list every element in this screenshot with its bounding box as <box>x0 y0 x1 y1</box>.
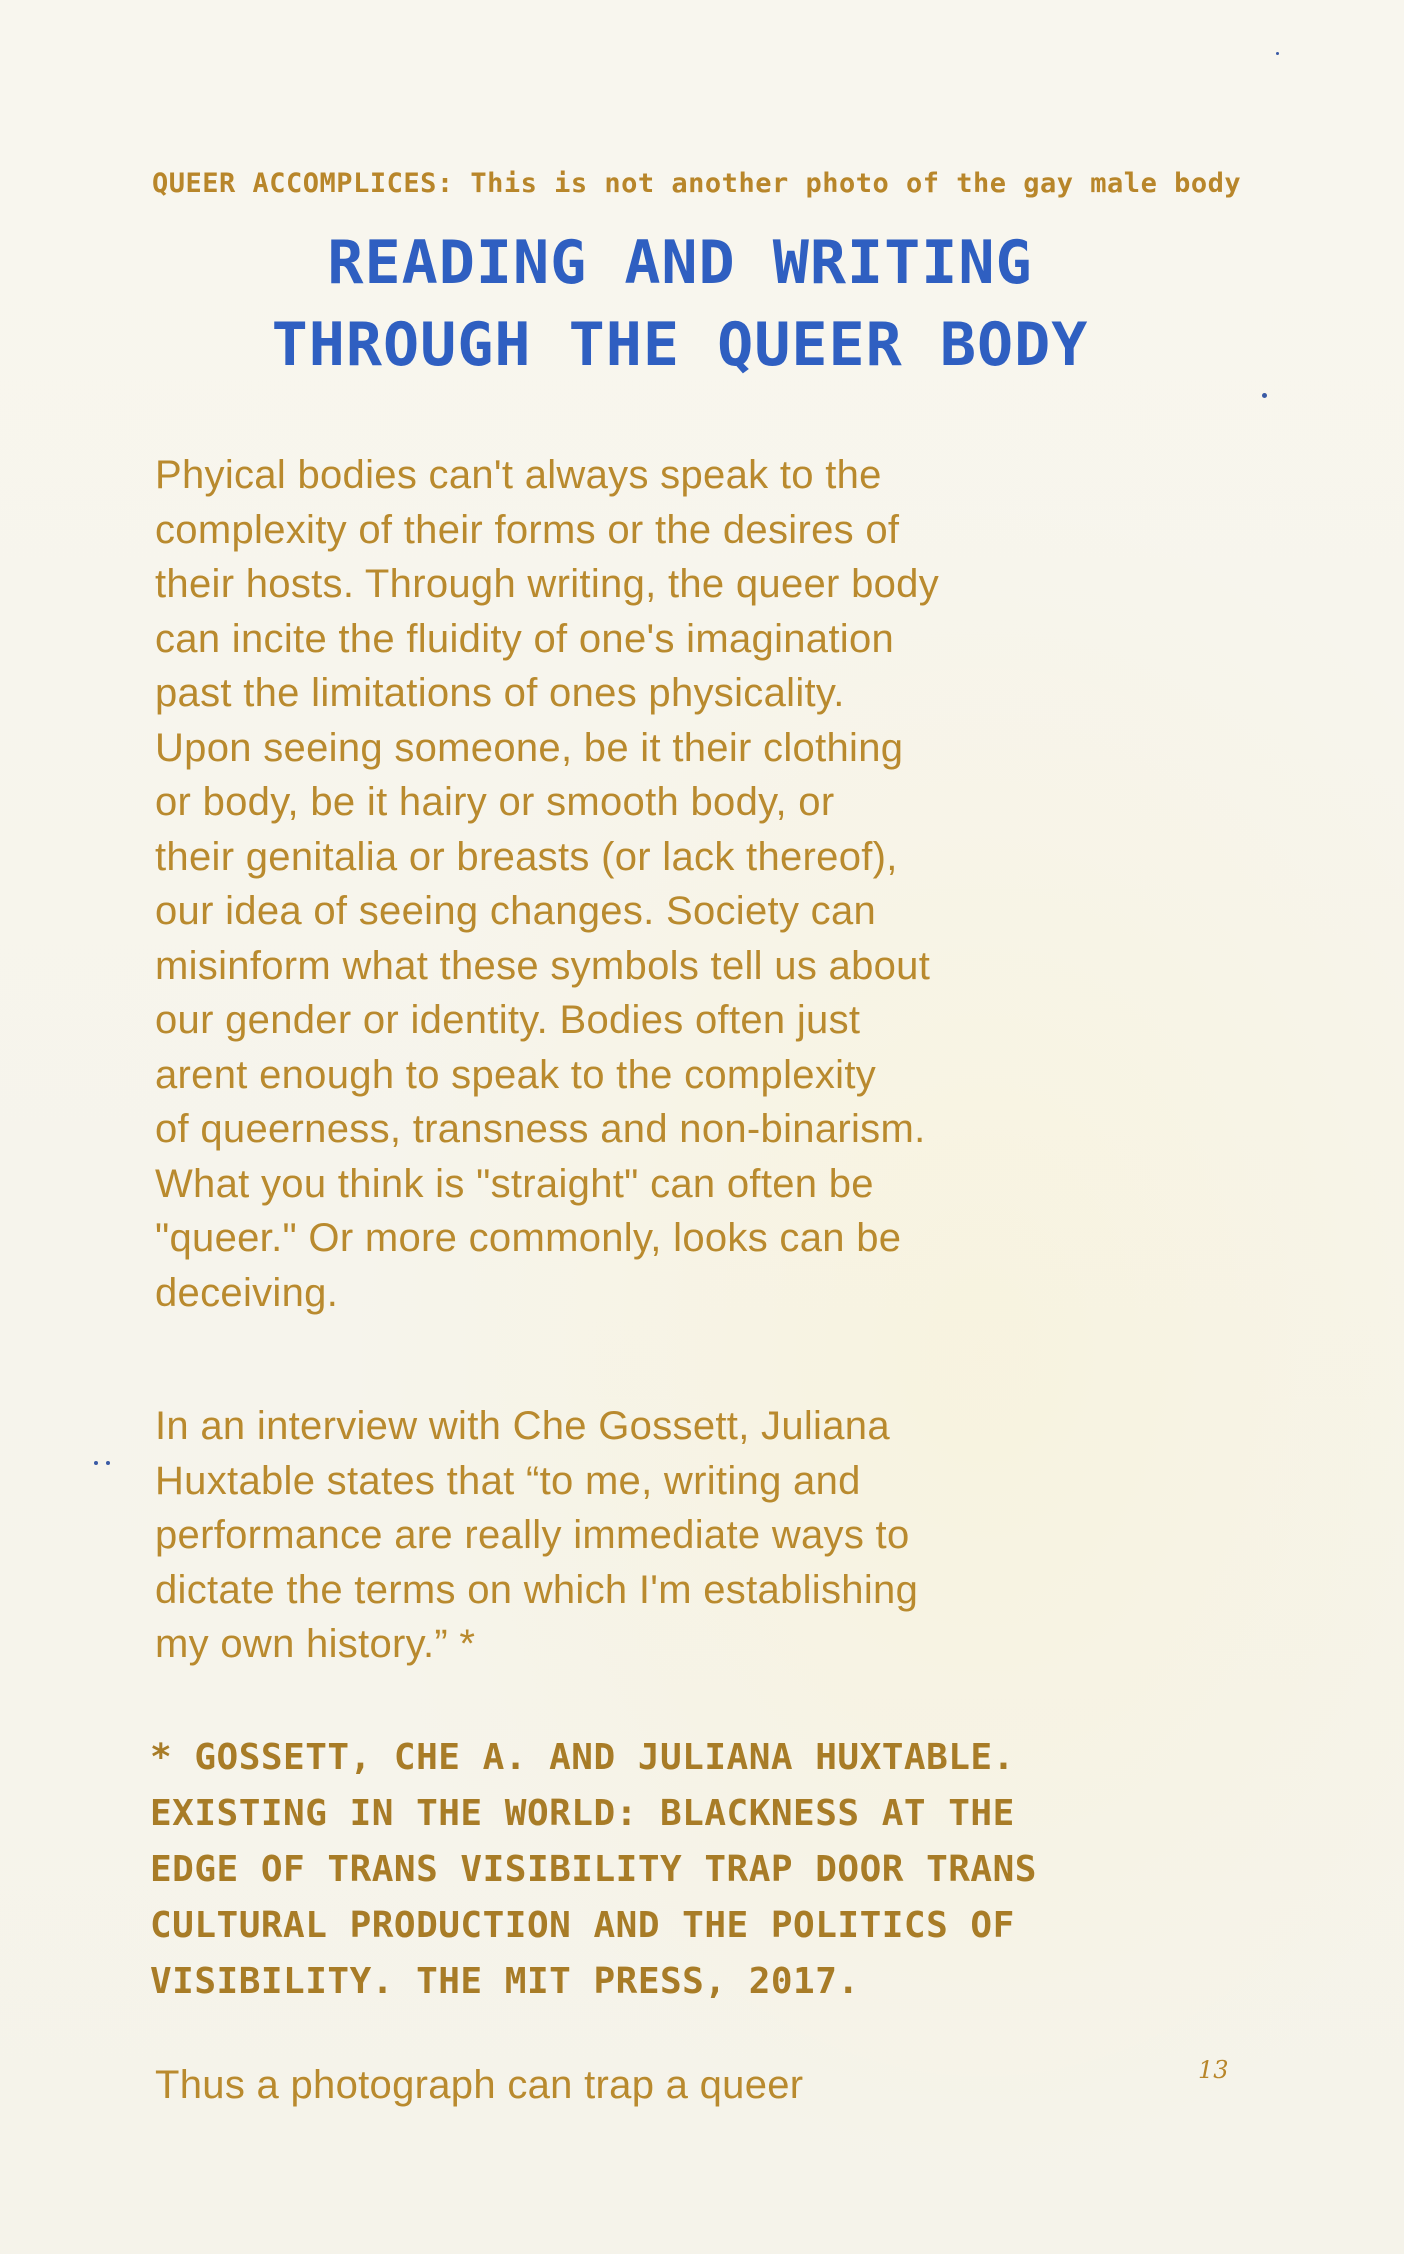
paragraph-line: of queerness, transness and non-binarism. <box>155 1107 926 1151</box>
paragraph-line: or body, be it hairy or smooth body, or <box>155 780 835 824</box>
page-number: 13 <box>1198 2056 1229 2084</box>
paragraph-line: their hosts. Through writing, the queer body <box>155 562 940 606</box>
paragraph-line: Phyical bodies can't always speak to the <box>155 453 882 497</box>
paragraph-line: our idea of seeing changes. Society can <box>155 889 877 933</box>
paragraph-line: What you think is "straight" can often be <box>155 1161 874 1206</box>
footnote-line: * GOSSETT, CHE A. AND JULIANA HUXTABLE. <box>150 1737 1015 1778</box>
paragraph-line: deceiving. <box>155 1270 339 1315</box>
ink-speck <box>94 1461 98 1465</box>
paragraph-line: can incite the fluidity of one's imagination <box>155 616 895 661</box>
paragraph-line: our gender or identity. Bodies often just <box>155 998 861 1042</box>
paragraph-line: Huxtable states that “to me, writing and <box>155 1458 861 1503</box>
paragraph-line: my own history.” * <box>155 1622 476 1666</box>
ink-speck <box>1276 52 1279 55</box>
title-line-1: READING AND WRITING <box>327 228 1033 298</box>
footnote-line: VISIBILITY. THE MIT PRESS, 2017. <box>150 1961 860 2002</box>
paragraph-line: Upon seeing someone, be it their clothing <box>155 725 904 770</box>
paragraph-line: "queer." Or more commonly, looks can be <box>155 1216 902 1260</box>
footnote-line: EDGE OF TRANS VISIBILITY TRAP DOOR TRANS <box>150 1849 1037 1890</box>
paragraph-line: misinform what these symbols tell us about <box>155 943 931 988</box>
paragraph-line: complexity of their forms or the desires of <box>155 507 900 552</box>
paragraph-1 <box>155 448 1185 1320</box>
paragraph-line: dictate the terms on which I'm establishing <box>155 1567 919 1612</box>
running-header: QUEER ACCOMPLICES: This is not another photo of the gay male body <box>152 168 1242 199</box>
paragraph-line: past the limitations of ones physicality. <box>155 671 845 715</box>
paragraph-2 <box>155 1399 1185 1672</box>
paragraph-line: Thus a photograph can trap a queer <box>155 2063 804 2107</box>
page-title <box>150 222 1210 386</box>
paragraph-line: arent enough to speak to the complexity <box>155 1052 877 1097</box>
paragraph-3 <box>155 2058 1185 2113</box>
footnote-citation <box>150 1730 1210 2010</box>
footnote-line: EXISTING IN THE WORLD: BLACKNESS AT THE <box>150 1793 1015 1834</box>
title-line-2: THROUGH THE QUEER BODY <box>271 310 1089 380</box>
ink-speck <box>1262 393 1267 398</box>
paragraph-line: performance are really immediate ways to <box>155 1513 910 1557</box>
footnote-line: CULTURAL PRODUCTION AND THE POLITICS OF <box>150 1905 1015 1946</box>
paragraph-line: In an interview with Che Gossett, Juliana <box>155 1404 890 1448</box>
paragraph-line: their genitalia or breasts (or lack thereof), <box>155 834 898 879</box>
ink-speck <box>106 1461 110 1465</box>
